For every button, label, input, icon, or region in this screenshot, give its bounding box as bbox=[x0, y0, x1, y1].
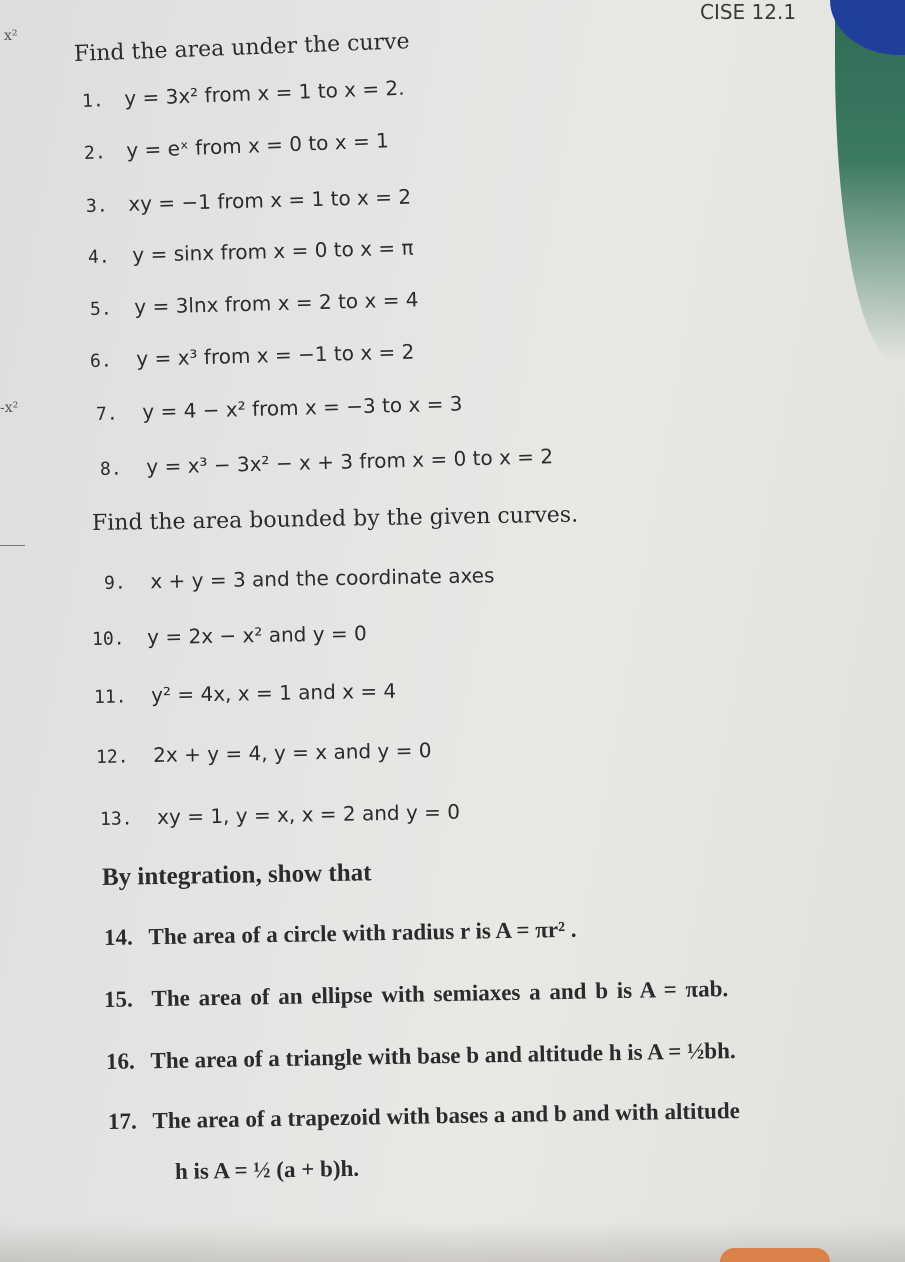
list-item bbox=[92, 623, 367, 649]
exercise-id: CISE 12.1 bbox=[700, 0, 797, 24]
list-item bbox=[88, 237, 414, 267]
list-item bbox=[90, 289, 419, 319]
list-item bbox=[93, 678, 397, 708]
item-number: 5. bbox=[89, 298, 112, 320]
item-text: y = x³ − 3x² − x + 3 from x = 0 to x = 2 bbox=[146, 444, 554, 479]
list-item bbox=[106, 1039, 736, 1073]
item-text: The area of a trapezoid with bases a and b and with altitude bbox=[152, 1097, 741, 1134]
item-text: y = 4 − x² from x = −3 to x = 3 bbox=[142, 391, 463, 424]
list-item bbox=[84, 130, 390, 163]
item-number: 3. bbox=[85, 195, 108, 217]
item-number: 11. bbox=[93, 686, 127, 708]
item-text: y = eˣ from x = 0 to x = 1 bbox=[125, 128, 390, 163]
item-text: y = 2x − x² and y = 0 bbox=[146, 621, 367, 650]
margin-line bbox=[0, 545, 25, 546]
item-number: 6. bbox=[89, 350, 112, 372]
item-number: 15. bbox=[103, 986, 133, 1012]
list-item bbox=[86, 186, 412, 216]
item-number: 2. bbox=[83, 142, 107, 164]
list-item bbox=[81, 75, 405, 112]
list-item bbox=[99, 799, 461, 830]
margin-mark: x² bbox=[4, 28, 18, 44]
list-item bbox=[96, 740, 432, 767]
item-text: 2x + y = 4, y = x and y = 0 bbox=[152, 738, 432, 767]
item-number: 14. bbox=[103, 924, 133, 950]
list-item bbox=[104, 918, 577, 949]
item-text: xy = 1, y = x, x = 2 and y = 0 bbox=[156, 799, 461, 829]
item-number: 10. bbox=[91, 628, 125, 650]
item-text: y = sinx from x = 0 to x = π bbox=[132, 235, 414, 267]
section-heading: Find the area under the curve bbox=[73, 29, 410, 67]
item-text: y = 3x² from x = 1 to x = 2. bbox=[123, 75, 405, 111]
item-number: 12. bbox=[95, 746, 129, 768]
item-number: 9. bbox=[103, 572, 126, 594]
list-item bbox=[108, 1099, 740, 1133]
list-item bbox=[100, 446, 554, 479]
item-number: 16. bbox=[105, 1048, 135, 1074]
item-text: y² = 4x, x = 1 and x = 4 bbox=[150, 678, 397, 707]
item-number: 1. bbox=[81, 90, 105, 112]
list-item-continuation: h is A = ½ (a + b)h. bbox=[174, 1155, 360, 1184]
margin-mark: -x² bbox=[0, 400, 19, 416]
list-item bbox=[104, 977, 729, 1011]
item-text: xy = −1 from x = 1 to x = 2 bbox=[128, 184, 412, 216]
item-text: The area of a circle with radius r is A = πr² . bbox=[148, 916, 577, 950]
list-item bbox=[104, 565, 495, 593]
item-number: 8. bbox=[99, 458, 122, 480]
item-number: 17. bbox=[107, 1108, 137, 1134]
item-text: x + y = 3 and the coordinate axes bbox=[150, 563, 495, 594]
item-text: y = x³ from x = −1 to x = 2 bbox=[136, 339, 415, 371]
list-item bbox=[89, 339, 415, 372]
section-heading: Find the area bounded by the given curves. bbox=[91, 502, 579, 536]
item-number: 7. bbox=[95, 403, 118, 425]
item-number: 13. bbox=[99, 808, 133, 830]
item-text: The area of a triangle with base b and altitude h is A = ½bh. bbox=[150, 1038, 736, 1074]
item-text: The area of an ellipse with semiaxes a and b is A = πab. bbox=[151, 976, 729, 1012]
item-number: 4. bbox=[87, 246, 110, 268]
section-heading: By integration, show that bbox=[101, 859, 372, 891]
item-text: y = 3lnx from x = 2 to x = 4 bbox=[134, 287, 419, 319]
list-item bbox=[96, 393, 463, 424]
orange-object bbox=[720, 1248, 830, 1262]
